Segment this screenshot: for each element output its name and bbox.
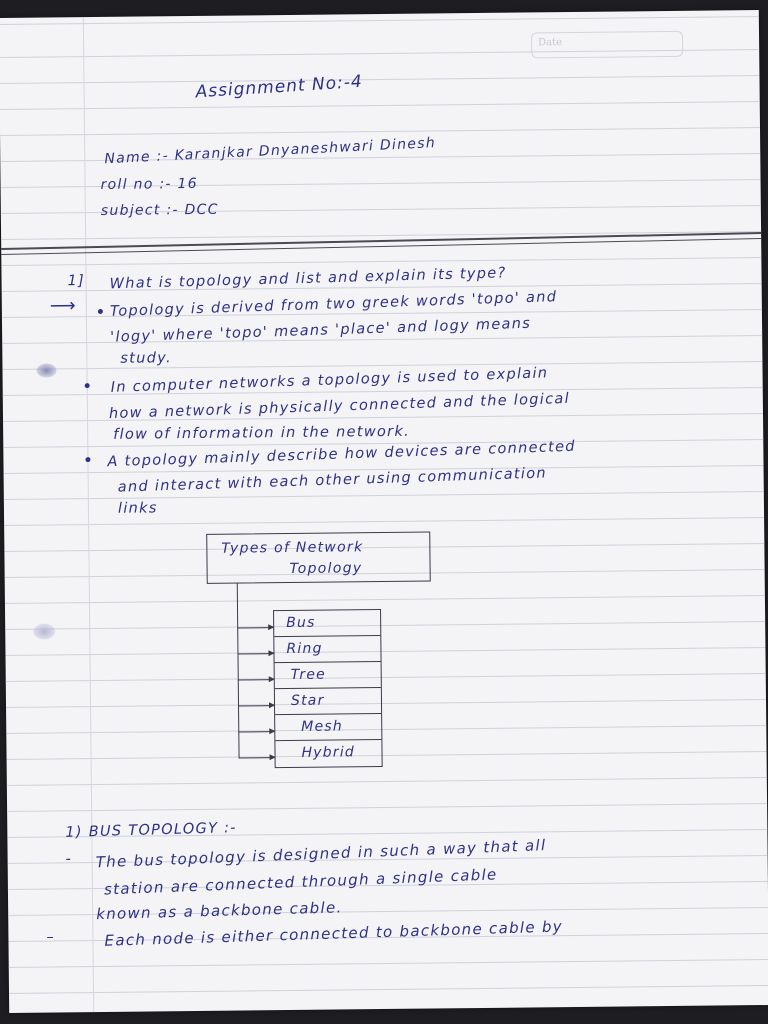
section-line-4: Each node is either connected to backbone cable by bbox=[104, 917, 564, 950]
bullet-2-line-1: In computer networks a topology is used to explain bbox=[110, 365, 549, 396]
type-star: Star bbox=[290, 692, 325, 709]
type-bus: Bus bbox=[286, 614, 316, 632]
bullet-dot bbox=[98, 309, 103, 314]
assignment-title: Assignment No:-4 bbox=[195, 71, 364, 103]
ink-smudge bbox=[36, 363, 56, 377]
notebook-page bbox=[0, 10, 768, 1013]
bullet-1-line-2: 'logy' where 'topo' means 'place' and logy means bbox=[109, 315, 532, 346]
topology-types-list bbox=[273, 609, 383, 768]
student-name: Name :- Karanjkar Dnyaneshwari Dinesh bbox=[104, 135, 437, 168]
root-label-line-1: Types of Network bbox=[221, 539, 364, 557]
bullet-2-line-2: how a network is physically connected and the logical bbox=[108, 390, 571, 423]
margin-line bbox=[83, 17, 94, 1012]
bullet-3-line-2: and interact with each other using communication bbox=[117, 465, 548, 496]
topology-root-box bbox=[206, 532, 431, 584]
bullet-1-line-3: study. bbox=[120, 350, 172, 367]
arrow-to-star bbox=[238, 705, 274, 707]
bullet-dot bbox=[85, 457, 90, 462]
bullet-3-line-1: A topology mainly describe how devices are connected bbox=[107, 438, 577, 471]
arrow-to-bus bbox=[237, 627, 273, 629]
section-line-2: station are connected through a single cable bbox=[103, 865, 498, 899]
arrow-to-ring bbox=[237, 653, 273, 655]
arrow-to-mesh bbox=[238, 731, 274, 733]
arrow-to-tree bbox=[238, 679, 274, 681]
question-number: 1] bbox=[67, 273, 86, 290]
list-item bbox=[274, 636, 380, 663]
type-tree: Tree bbox=[290, 666, 327, 683]
bullet-1-line-1: Topology is derived from two greek words 'topo' and bbox=[109, 289, 558, 320]
bullet-dot bbox=[85, 383, 90, 388]
question-text: What is topology and list and explain its type? bbox=[109, 265, 507, 293]
list-item bbox=[275, 688, 381, 715]
ink-smudge bbox=[33, 623, 55, 639]
type-hybrid: Hybrid bbox=[301, 744, 356, 761]
roll-number: roll no :- 16 bbox=[100, 175, 199, 193]
arrow-to-hybrid bbox=[239, 757, 275, 759]
list-item bbox=[275, 740, 381, 767]
answer-arrow: ⟶ bbox=[49, 295, 78, 317]
section-heading: 1) BUS TOPOLOGY :- bbox=[65, 820, 238, 841]
date-label: Date bbox=[538, 37, 563, 49]
root-label-line-2: Topology bbox=[289, 560, 363, 577]
line-marker: - bbox=[65, 851, 73, 868]
subject: subject :- DCC bbox=[100, 201, 219, 219]
list-item bbox=[275, 714, 381, 741]
section-line-1: The bus topology is designed in such a way that all bbox=[95, 836, 547, 872]
type-ring: Ring bbox=[286, 640, 323, 658]
bullet-3-line-3: links bbox=[117, 500, 158, 517]
section-line-3: known as a backbone cable. bbox=[95, 898, 343, 924]
bullet-2-line-3: flow of information in the network. bbox=[113, 423, 411, 443]
list-item bbox=[274, 610, 380, 637]
line-marker: – bbox=[46, 929, 56, 946]
type-mesh: Mesh bbox=[301, 718, 344, 735]
date-box bbox=[531, 31, 683, 59]
list-item bbox=[275, 662, 381, 689]
